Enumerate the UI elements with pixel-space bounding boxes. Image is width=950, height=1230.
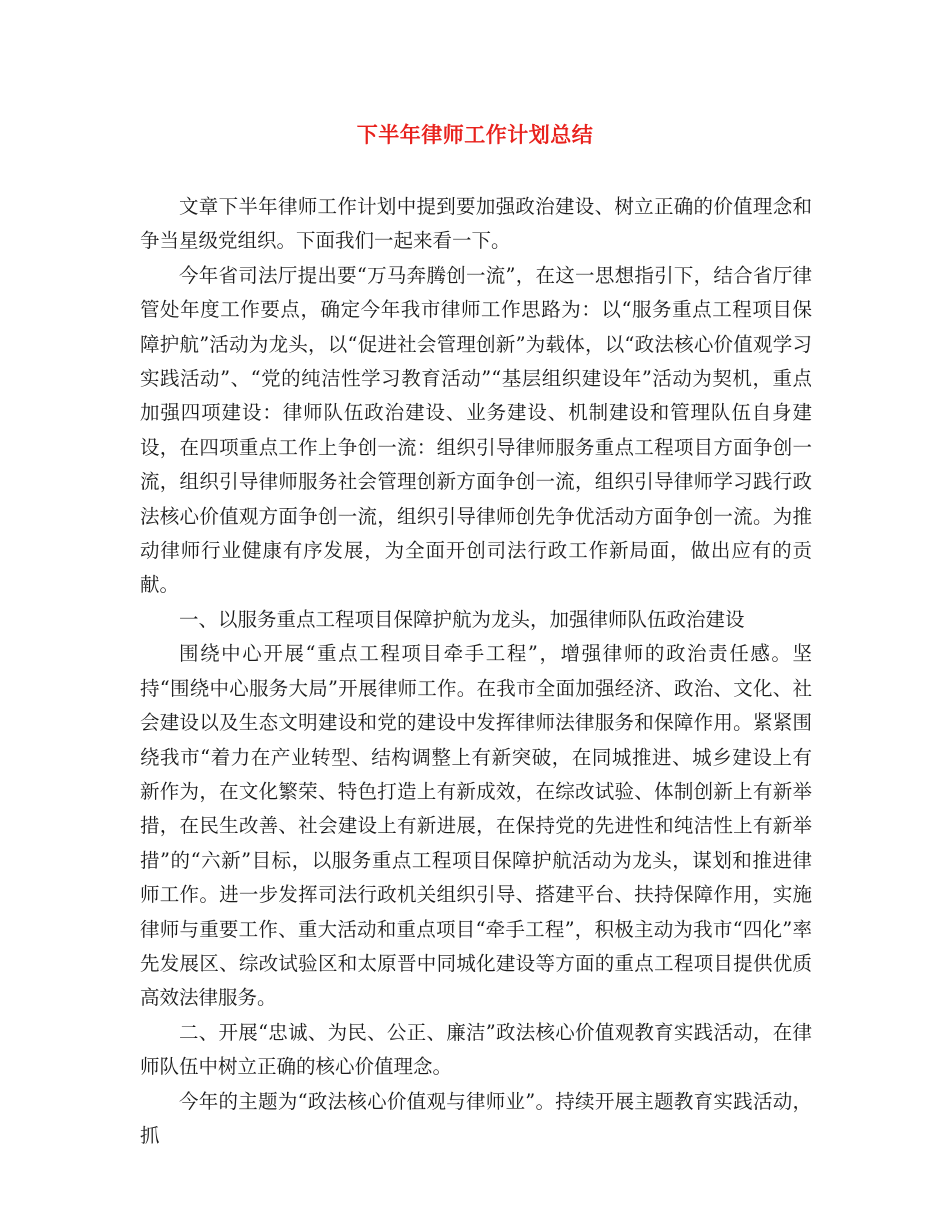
document-body xyxy=(140,190,812,1153)
paragraph-section-1: 围绕中心开展“重点工程项目牵手工程”，增强律师的政治责任感。坚持“围绕中心服务大局”开展律师工作。在我市全面加强经济、政治、文化、社会建设以及生态文明建设和党的建设中发挥律师法律服务和保障作用。紧紧围绕我市“着力在产业转型、结构调整上有新突破，在同城推进、城乡建设上有新作为，在文化繁荣、特色打造上有新成效，在综改试验、体制创新上有新举措，在民生改善、社会建设上有新进展，在保持党的先进性和纯洁性上有新举措”的“六新”目标，以服务重点工程项目保障护航活动为龙头，谋划和推进律师工作。进一步发挥司法行政机关组织引导、搭建平台、扶持保障作用，实施律师与重要工作、重大活动和重点项目“牵手工程”，积极主动为我市“四化”率先发展区、综改试验区和太原晋中同城化建设等方面的重点工程项目提供优质高效法律服务。 xyxy=(140,642,812,1010)
section-heading-1: 一、以服务重点工程项目保障护航为龙头，加强律师队伍政治建设 xyxy=(179,607,745,631)
paragraph-intro: 文章下半年律师工作计划中提到要加强政治建设、树立正确的价值理念和争当星级党组织。下面我们一起来看一下。 xyxy=(140,195,812,253)
paragraph-section-2: 今年的主题为“政法核心价值观与律师业”。持续开展主题教育实践活动，抓 xyxy=(140,1089,812,1147)
section-heading-2: 二、开展“忠诚、为民、公正、廉洁”政法核心价值观教育实践活动，在律师队伍中树立正确的核心价值理念。 xyxy=(140,1020,812,1079)
paragraph-work-plan: 今年省司法厅提出要“万马奔腾创一流”，在这一思想指引下，结合省厅律管处年度工作要点，确定今年我市律师工作思路为：以“服务重点工程项目保障护航”活动为龙头，以“促进社会管理创新”为载体，以“政法核心价值观学习实践活动”、“党的纯洁性学习教育活动”“基层组织建设年”活动为契机，重点加强四项建设：律师队伍政治建设、业务建设、机制建设和管理队伍自身建设，在四项重点工作上争创一流：组织引导律师服务重点工程项目方面争创一流，组织引导律师服务社会管理创新方面争创一流，组织引导律师学习践行政法核心价值观方面争创一流，组织引导律师创先争优活动方面争创一流。为推动律师行业健康有序发展，为全面开创司法行政工作新局面，做出应有的贡献。 xyxy=(140,263,812,597)
document-title: 下半年律师工作计划总结 xyxy=(356,123,594,147)
